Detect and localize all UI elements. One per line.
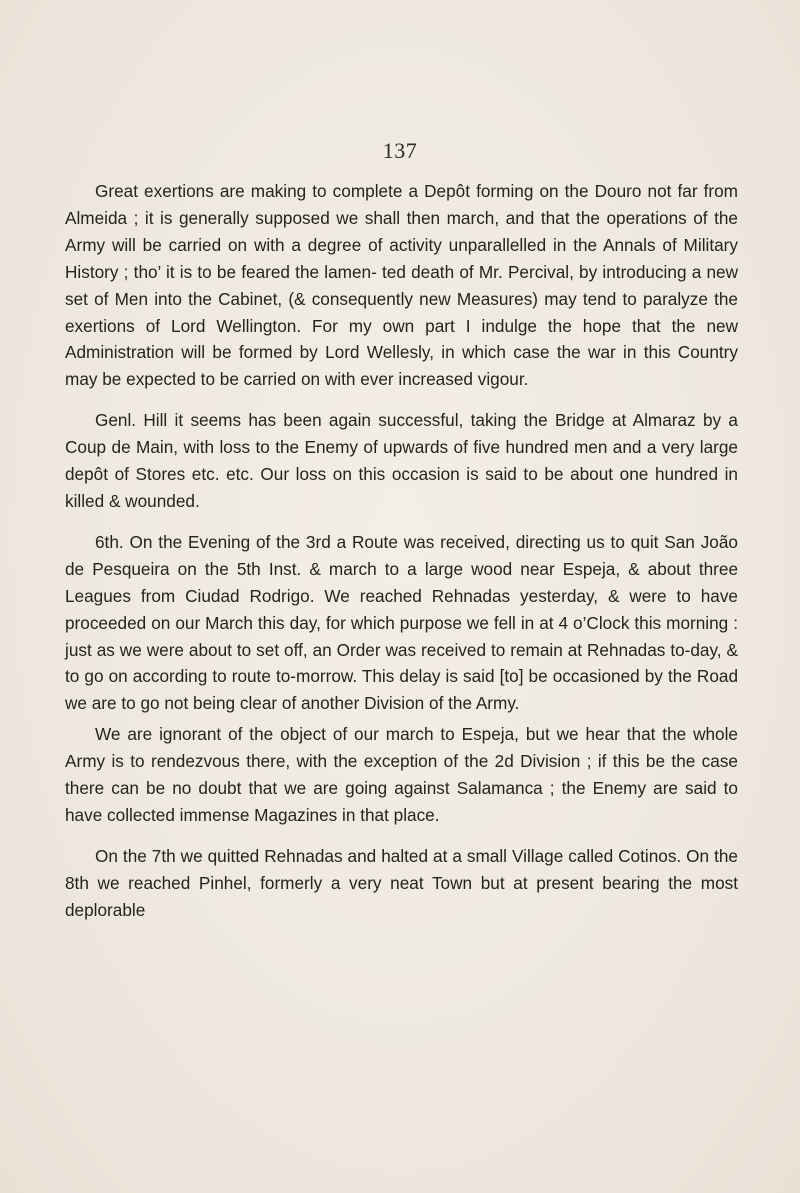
paragraph-espeja: We are ignorant of the object of our march to Espeja, but we hear that the whole Army is to rendezvous there, with the exception of the 2d Division ; if this be the case there can be no doubt that we are going against Salamanca ; the Enemy are said to have collected immense Magazines in that place. [65,724,738,825]
paragraph-depot: Great exertions are making to complete a Depôt forming on the Douro not far from Almeida ; it is generally supposed we shall then march, and that the operations of the Army will be carried on with a degree of activity unparallelled in the Annals of Military History ; tho’ it is to be feared the lamen- ted death of Mr. Percival, by introducing a new set of Men into the Cabinet, (& consequently new Measures) may tend to paralyze the exertions of Lord Wellington. For my own part I indulge the hope that the new Administration will be formed by Lord Wellesly, in which case the war in this Country may be expected to be carried on with ever increased vigour. [65,181,738,390]
paragraph-6th: 6th. On the Evening of the 3rd a Route was received, directing us to quit San João de Pesqueira on the 5th Inst. & march to a large wood near Espeja, & about three Leagues from Ciudad Rodrigo. We reached Rehnadas yesterday, & were to have proceeded on our March this day, for which purpose we fell in at 4 o’Clock this morning : just as we were about to set off, an Order was received to remain at Rehnadas to-day, & to go on according to route to-morrow. This delay is said [to] be occasioned by the Road we are to go not being clear of another Division of the Army. [65,531,738,714]
page-number: 137 [382,138,418,163]
body-text [65,178,738,938]
paragraph-7th: On the 7th we quitted Rehnadas and halted at a small Village called Cotinos. On the 8th we reached Pinhel, formerly a very neat Town but at present bearing the most deplorable [65,845,738,920]
paragraph-genl-hill: Genl. Hill it seems has been again successful, taking the Bridge at Almaraz by a Coup de Main, with loss to the Enemy of upwards of five hundred men and a very large depôt of Stores etc. etc. Our loss on this occasion is said to be about one hundred in killed & wounded. [65,410,738,511]
